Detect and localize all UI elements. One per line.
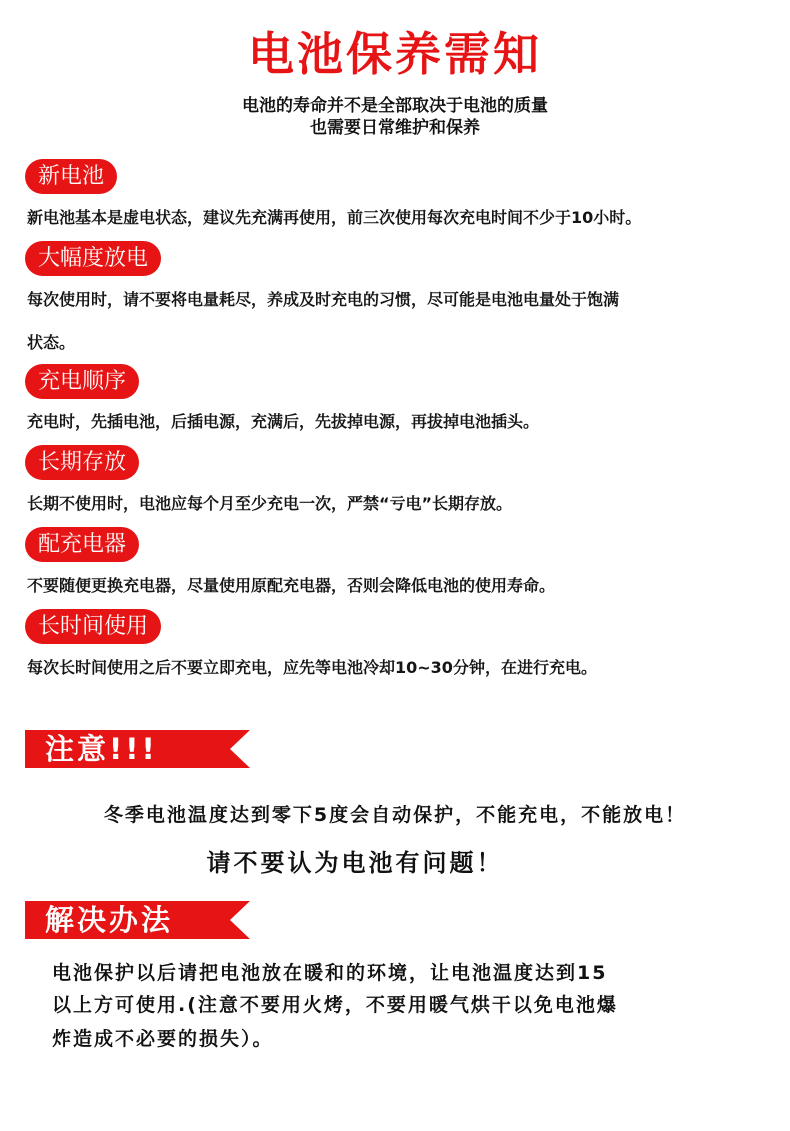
- section-heading-new-battery: 新电池: [25, 159, 117, 194]
- section-text-long-storage: 长期不使用时，电池应每个月至少充电一次，严禁“亏电”长期存放。: [27, 494, 513, 513]
- section-text-long-use: 每次长时间使用之后不要立即充电，应先等电池冷却10~30分钟，在进行充电。: [27, 658, 597, 677]
- notice-line-2: 请不要认为电池有问题！: [206, 849, 504, 877]
- solution-line-1: 电池保护以后请把电池放在暖和的环境，让电池温度达到15: [52, 962, 608, 984]
- section-heading-charge-order: 充电顺序: [25, 364, 139, 399]
- subtitle-line-2: 也需要日常维护和保养: [310, 118, 480, 138]
- section-text-charge-order: 充电时，先插电池，后插电源，充满后，先拔掉电源，再拔掉电池插头。: [27, 412, 540, 431]
- section-heading-charger: 配充电器: [25, 527, 139, 562]
- page-title: 电池保养需知: [248, 27, 542, 81]
- subtitle-line-1: 电池的寿命并不是全部取决于电池的质量: [242, 96, 548, 116]
- section-heading-long-use: 长时间使用: [25, 609, 161, 644]
- solution-banner-label: 解决办法: [45, 903, 174, 937]
- section-text-charger: 不要随便更换充电器，尽量使用原配充电器，否则会降低电池的使用寿命。: [27, 576, 556, 595]
- solution-line-3: 炸造成不必要的损失）。: [52, 1028, 274, 1050]
- notice-banner: [25, 730, 250, 768]
- notice-line-1: 冬季电池温度达到零下5度会自动保护，不能充电，不能放电！: [103, 804, 687, 826]
- notice-banner-label: 注意!!!: [45, 732, 158, 766]
- solution-line-2: 以上方可使用.(注意不要用火烤，不要用暖气烘干以免电池爆: [52, 994, 618, 1016]
- section-heading-long-storage: 长期存放: [25, 445, 139, 480]
- section-text-deep-discharge-line-1: 每次使用时，请不要将电量耗尽，养成及时充电的习惯，尽可能是电池电量处于饱满: [27, 290, 620, 309]
- solution-banner: [25, 901, 250, 939]
- section-text-new-battery: 新电池基本是虚电状态，建议先充满再使用，前三次使用每次充电时间不少于10小时。: [27, 208, 642, 227]
- section-heading-deep-discharge: 大幅度放电: [25, 241, 161, 276]
- section-text-deep-discharge-line-2: 状态。: [27, 333, 76, 352]
